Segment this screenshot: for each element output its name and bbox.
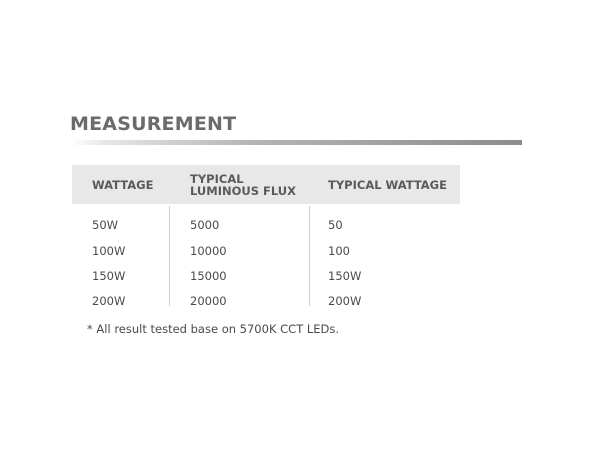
header-wattage: WATTAGE (92, 178, 154, 192)
header-typical-wattage: TYPICAL WATTAGE (328, 178, 447, 192)
cell-wattage: 100W (92, 244, 126, 258)
cell-luminous-flux: 20000 (190, 294, 227, 308)
table-row (72, 269, 460, 289)
header-typical-luminous-flux: TYPICAL LUMINOUS FLUX (190, 172, 296, 198)
table-row (72, 218, 460, 238)
cell-typical-wattage: 150W (328, 269, 362, 283)
footnote: * All result tested base on 5700K CCT LEDs. (87, 322, 340, 336)
cell-luminous-flux: 15000 (190, 269, 227, 283)
cell-wattage: 200W (92, 294, 126, 308)
cell-typical-wattage: 50 (328, 218, 343, 232)
cell-wattage: 150W (92, 269, 126, 283)
measurement-table (72, 165, 460, 307)
table-body (72, 204, 460, 307)
cell-typical-wattage: 100 (328, 244, 350, 258)
table-row (72, 294, 460, 314)
cell-typical-wattage: 200W (328, 294, 362, 308)
cell-luminous-flux: 5000 (190, 218, 220, 232)
cell-luminous-flux: 10000 (190, 244, 227, 258)
table-row (72, 244, 460, 264)
table-header (72, 165, 460, 204)
title-underline-rule (70, 140, 522, 145)
section-title: MEASUREMENT (70, 113, 237, 135)
cell-wattage: 50W (92, 218, 119, 232)
